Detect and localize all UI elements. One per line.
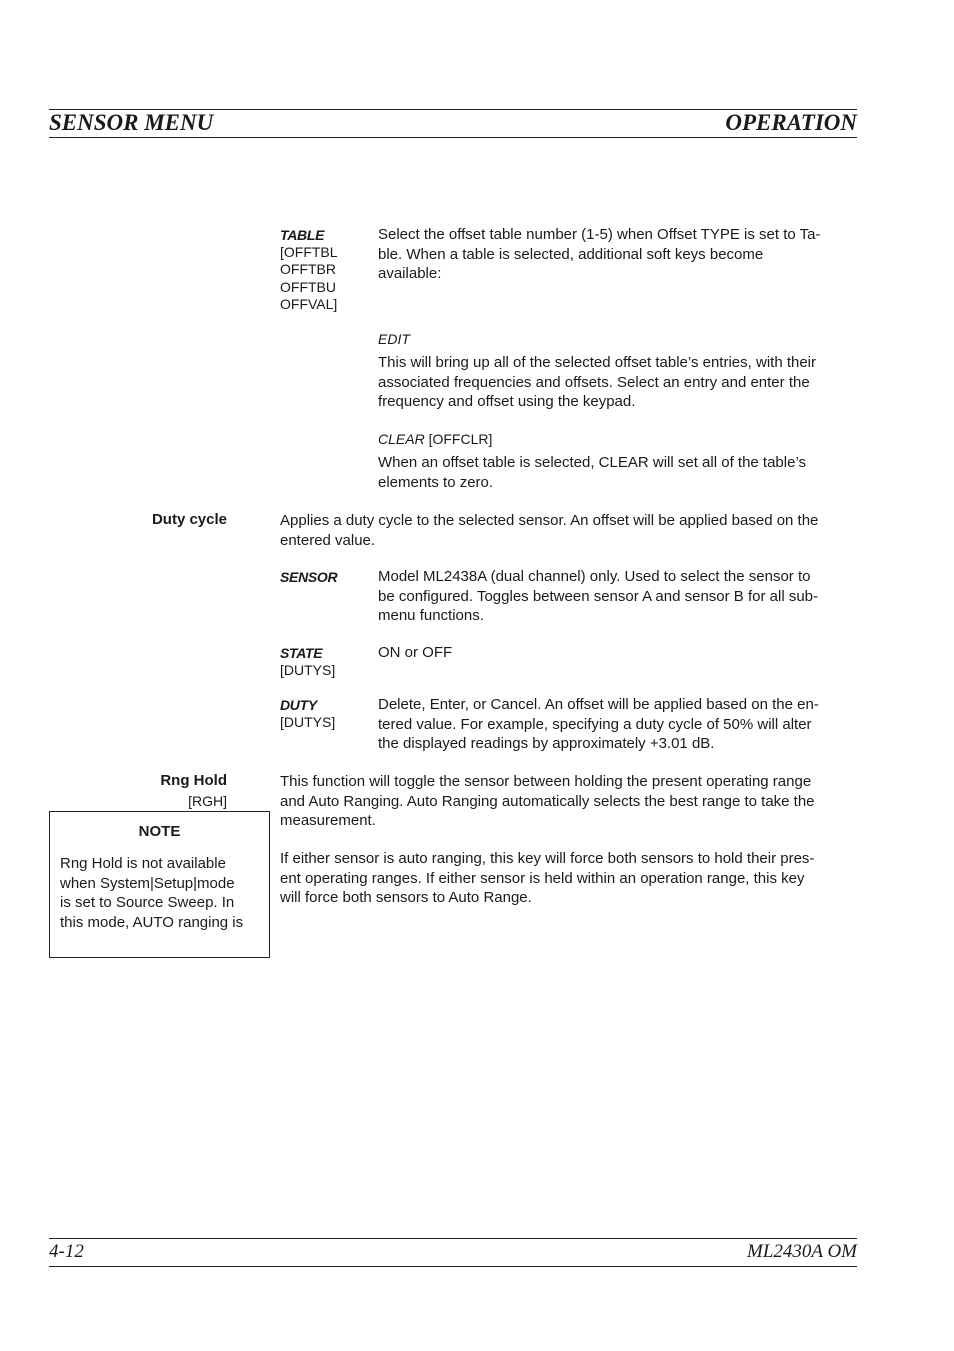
state-description: ON or OFF: [378, 644, 453, 661]
rng-hold-paragraph-1: [280, 772, 815, 831]
clear-label-line: [378, 430, 492, 448]
text-line: available:: [378, 265, 442, 282]
duty-cycle-description: [280, 511, 818, 550]
text-line: If either sensor is auto ranging, this key will force both sensors to hold their pres-: [280, 850, 815, 867]
command-line: OFFVAL]: [280, 295, 338, 312]
text-line: ent operating ranges. If either sensor is held within an operation range, this key: [280, 869, 805, 887]
clear-label: CLEAR: [378, 431, 425, 447]
state-keyword: STATE: [280, 645, 323, 661]
text-line: Applies a duty cycle to the selected sensor. An offset will be applied based on the: [280, 512, 819, 529]
command-line: OFFTBR: [280, 261, 336, 278]
text-line: will force both sensors to Auto Range.: [280, 889, 532, 906]
clear-command: [OFFCLR]: [428, 431, 493, 447]
header-rule-bottom: [49, 137, 857, 138]
text-line: This function will toggle the sensor between holding the present operating range: [280, 773, 812, 790]
text-line: associated frequencies and offsets. Select an entry and enter the: [378, 373, 810, 391]
duty-command: [DUTYS]: [280, 714, 336, 730]
footer-manual-title: ML2430A OM: [747, 1241, 857, 1262]
text-line: This will bring up all of the selected offset table’s entries, with their: [378, 354, 817, 371]
footer-page-number: 4-12: [49, 1241, 84, 1262]
footer-rule-bottom: [49, 1266, 857, 1267]
text-line: and Auto Ranging. Auto Ranging automatically selects the best range to take the: [280, 792, 815, 810]
note-box: [49, 811, 270, 958]
state-command: [DUTYS]: [280, 662, 336, 678]
clear-description: [378, 453, 806, 492]
text-line: the displayed readings by approximately +3.01 dB.: [378, 735, 715, 752]
text-line: menu functions.: [378, 607, 484, 624]
table-keyword: TABLE: [280, 227, 325, 243]
text-line: be configured. Toggles between sensor A and sensor B for all sub-: [378, 587, 819, 605]
sensor-keyword: SENSOR: [280, 569, 338, 585]
duty-keyword: DUTY: [280, 697, 317, 713]
command-line: [OFFTBL: [280, 244, 338, 260]
edit-description: [378, 353, 816, 412]
text-line: frequency and offset using the keypad.: [378, 393, 636, 410]
sensor-description: [378, 567, 818, 626]
table-description: [378, 225, 820, 284]
text-line: Rng Hold is not available: [60, 855, 226, 872]
text-line: When an offset table is selected, CLEAR will set all of the table’s: [378, 454, 807, 471]
note-text: [60, 854, 269, 932]
footer-rule-top: [49, 1238, 857, 1239]
edit-label: EDIT: [378, 331, 410, 347]
text-line: Delete, Enter, or Cancel. An offset will be applied based on the en-: [378, 696, 819, 713]
rng-hold-paragraph-2: [280, 849, 814, 908]
table-commands: [280, 244, 338, 313]
header-section-title: SENSOR MENU: [49, 110, 214, 135]
duty-description: [378, 695, 819, 754]
text-line: when System|Setup|mode: [60, 874, 235, 892]
text-line: Model ML2438A (dual channel) only. Used to select the sensor to: [378, 568, 811, 585]
text-line: measurement.: [280, 812, 376, 829]
text-line: ble. When a table is selected, additional soft keys become: [378, 245, 764, 263]
text-line: entered value.: [280, 531, 376, 549]
note-title: NOTE: [138, 823, 181, 840]
duty-cycle-heading: Duty cycle: [151, 511, 227, 528]
header-chapter-title: OPERATION: [725, 110, 857, 135]
text-line: elements to zero.: [378, 473, 494, 491]
text-line: this mode, AUTO ranging is: [60, 913, 244, 931]
text-line: is set to Source Sweep. In: [60, 894, 235, 911]
command-line: OFFTBU: [280, 278, 336, 295]
rng-hold-command: [RGH]: [188, 793, 227, 809]
text-line: tered value. For example, specifying a duty cycle of 50% will alter: [378, 715, 812, 733]
text-line: Select the offset table number (1-5) when Offset TYPE is set to Ta-: [378, 226, 821, 243]
rng-hold-heading: Rng Hold: [160, 772, 227, 789]
